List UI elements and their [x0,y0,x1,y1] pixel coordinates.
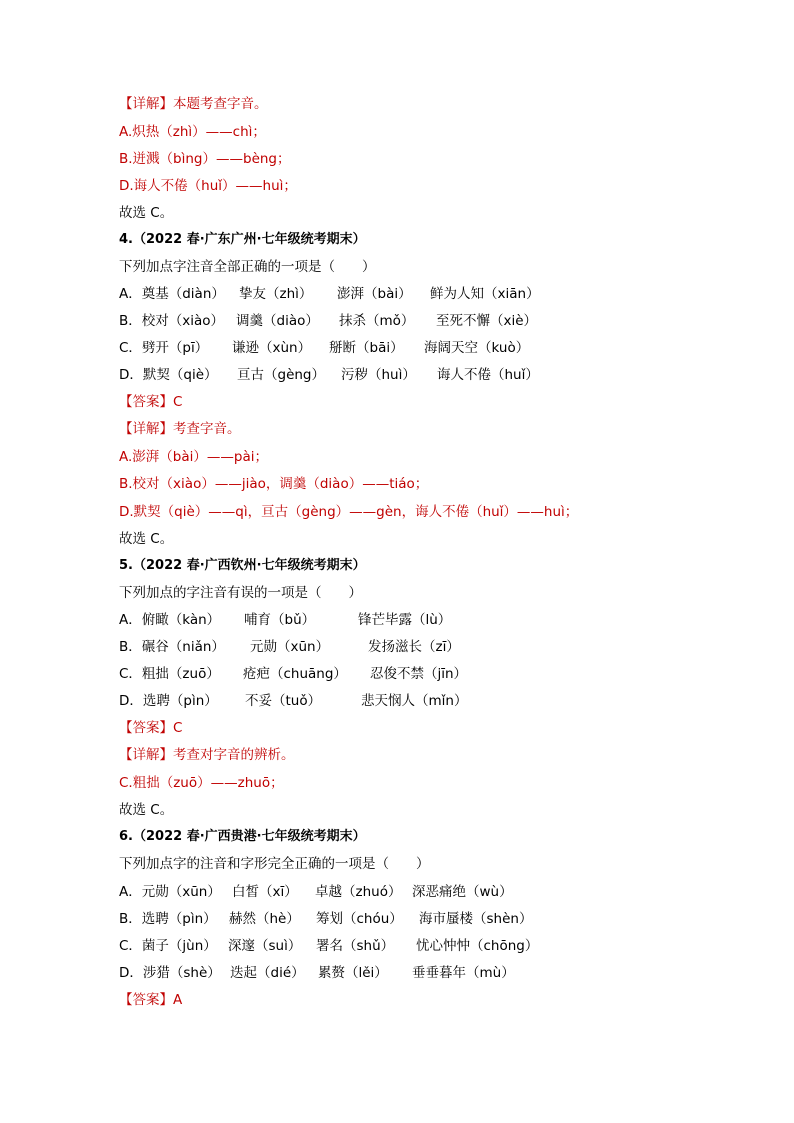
option-row [119,284,540,304]
option-item: 澎湃（bài） [337,286,412,302]
option-item: 谦逊（xùn） [232,340,312,356]
option-item: B．选聘（pìn） [119,911,217,927]
detail-line: 【详解】考查对字音的辨析。 [119,747,295,763]
option-item: 忍俊不禁（jīn） [370,666,468,682]
option-item: C．粗拙（zuō） [119,666,220,682]
answer-line: 【答案】C [119,394,183,410]
option-item: 悲天悯人（mǐn） [361,693,468,709]
option-item: 掰断（bāi） [329,340,404,356]
option-item: 至死不懈（xiè） [436,313,538,329]
option-row [119,338,530,358]
option-row [119,936,539,956]
option-row [119,882,513,902]
question-stem: 下列加点字注音全部正确的一项是（ ） [119,259,376,275]
question-header: 4.（2022 春·广东广州·七年级统考期末） [119,232,366,247]
option-item: 忧心忡忡（chōng） [416,938,539,954]
option-item: D．涉猎（shè） [119,965,221,981]
option-row [119,365,539,385]
option-item: 深恶痛绝（wù） [412,884,513,900]
answer-line: 【答案】A [119,992,183,1008]
option-item: D．选聘（pìn） [119,693,218,709]
option-item: A．元勋（xūn） [119,884,221,900]
option-item: B．校对（xiào） [119,313,225,329]
option-row [119,664,468,684]
explain-line: D.诲人不倦（huǐ）——huì； [119,178,297,194]
option-item: 抹杀（mǒ） [339,313,415,329]
option-item: C．劈开（pī） [119,340,209,356]
option-item: 海阔天空（kuò） [424,340,530,356]
option-item: A．俯瞰（kàn） [119,612,221,628]
option-item: 元勋（xūn） [250,639,330,655]
option-item: 海市蜃楼（shèn） [419,911,533,927]
option-item: 污秽（huì） [341,367,416,383]
option-item: 锋芒毕露（lù） [358,612,452,628]
explain-line: A.炽热（zhì）——chì； [119,124,266,140]
option-item: 亘古（gèng） [237,367,326,383]
option-item: 挚友（zhì） [239,286,313,302]
question-stem: 下列加点字的注音和字形完全正确的一项是（ ） [119,856,430,872]
explain-line: B.校对（xiào）——jiào，调羹（diào）——tiáo； [119,476,429,492]
explain-line: B.迸溅（bìng）——bèng； [119,151,291,167]
option-item: 垂垂暮年（mù） [412,965,515,981]
option-row [119,637,460,657]
option-item: 迭起（dié） [230,965,305,981]
option-item: 筹划（chóu） [316,911,403,927]
explain-line: D.默契（qiè）——qì，亘古（gèng）——gèn，诲人不倦（huǐ）——huì； [119,504,579,520]
choice-line: 故选 C。 [119,802,174,818]
answer-line: 【答案】C [119,720,183,736]
option-item: 不妥（tuǒ） [245,693,322,709]
option-item: C．菌子（jùn） [119,938,217,954]
option-row [119,963,515,983]
choice-line: 故选 C。 [119,205,174,221]
option-item: 累赘（lěi） [318,965,388,981]
option-item: 诲人不倦（huǐ） [437,367,539,383]
option-item: A．奠基（diàn） [119,286,225,302]
option-item: 调羹（diào） [236,313,319,329]
detail-line: 【详解】考查字音。 [119,421,241,437]
option-item: 发扬滋长（zī） [368,639,460,655]
option-row [119,909,533,929]
option-row [119,691,468,711]
option-item: D．默契（qiè） [119,367,218,383]
option-item: 赫然（hè） [229,911,300,927]
question-header: 5.（2022 春·广西钦州·七年级统考期末） [119,558,366,573]
option-item: 哺育（bǔ） [244,612,316,628]
option-row [119,311,538,331]
option-item: 署名（shǔ） [316,938,395,954]
option-item: 疮疤（chuāng） [243,666,347,682]
explain-line: C.粗拙（zuō）——zhuō； [119,775,284,791]
option-item: 鲜为人知（xiān） [430,286,540,302]
option-item: B．碾谷（niǎn） [119,639,225,655]
explain-line: A.澎湃（bài）——pài； [119,449,268,465]
option-item: 白皙（xī） [232,884,298,900]
detail-line: 【详解】本题考查字音。 [119,96,268,112]
choice-line: 故选 C。 [119,531,174,547]
option-row [119,610,452,630]
question-header: 6.（2022 春·广西贵港·七年级统考期末） [119,829,366,844]
option-item: 卓越（zhuó） [315,884,402,900]
option-item: 深邃（suì） [228,938,302,954]
question-stem: 下列加点的字注音有误的一项是（ ） [119,585,362,601]
